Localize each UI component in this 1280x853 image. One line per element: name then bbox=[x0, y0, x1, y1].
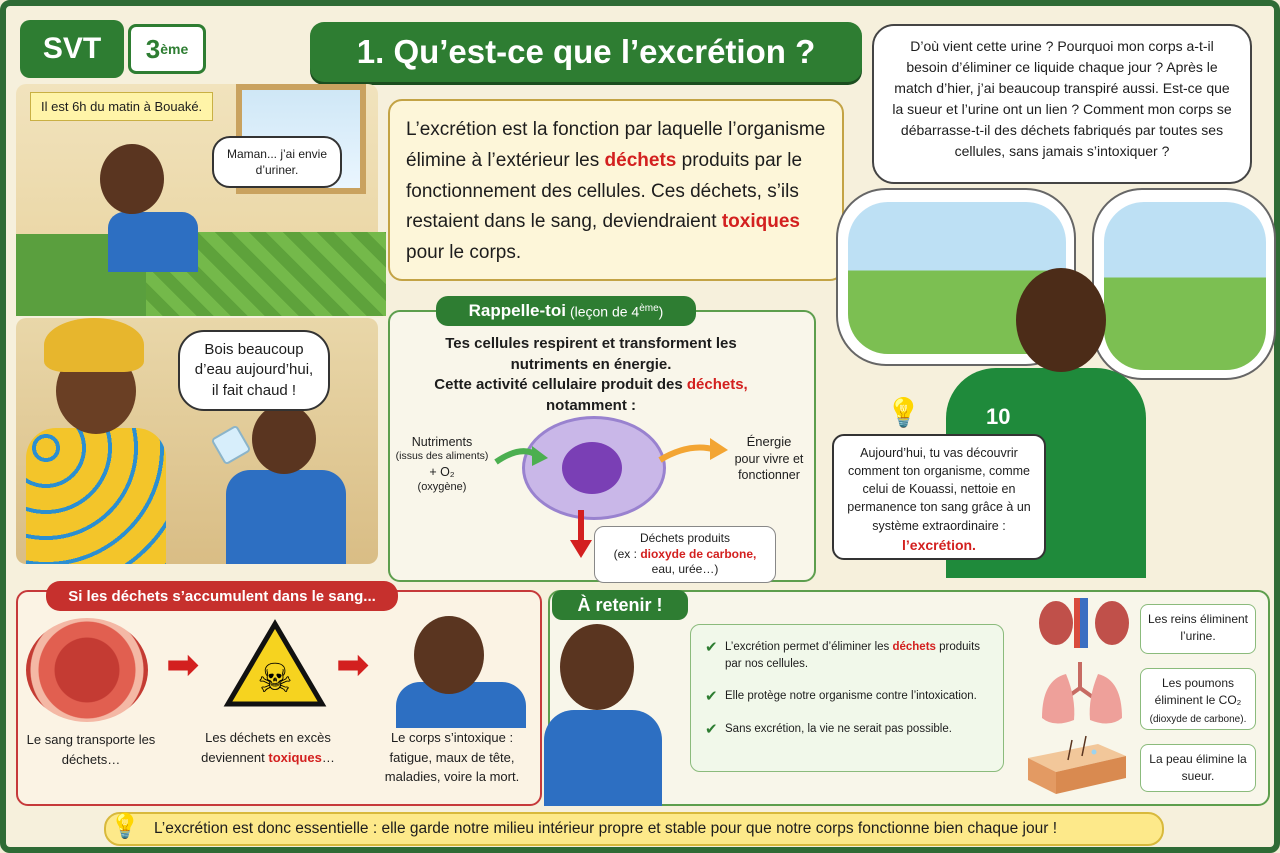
warning-step-2: Les déchets en excès deviennent toxiques… bbox=[201, 730, 335, 765]
headwrap-illustration bbox=[44, 318, 144, 372]
intro-bubble bbox=[832, 434, 1046, 560]
skin-icon bbox=[1028, 734, 1126, 794]
warning-step-3: Le corps s’intoxique : fatigue, maux de tête, maladies, voire la mort. bbox=[384, 730, 520, 784]
svg-text:☠: ☠ bbox=[257, 656, 293, 702]
warning-title: Si les déchets s’accumulent dans le sang... bbox=[46, 581, 398, 611]
mother-dress-illustration bbox=[26, 428, 166, 564]
boy-head-illustration bbox=[252, 404, 316, 474]
lightbulb-icon: 💡 bbox=[886, 397, 921, 428]
arrow-down-icon bbox=[566, 510, 596, 560]
level-number: 3 bbox=[145, 33, 161, 64]
page-title: 1. Qu’est-ce que l’excrétion ? bbox=[310, 22, 862, 82]
subject-badge bbox=[20, 20, 124, 78]
definition-box bbox=[388, 99, 844, 281]
lungs-icon bbox=[1036, 658, 1128, 732]
reminder-line-1: Tes cellules respirent et transforment les nutriments en énergie. bbox=[445, 335, 737, 373]
waste-label: Déchets produits (ex : dioxyde de carbone, eau, urée…) bbox=[594, 526, 776, 583]
conclusion-banner: L’excrétion est donc essentielle : elle garde notre milieu intérieur propre et stable pour que notre corps fonctionne bien chaque jour ! bbox=[104, 812, 1164, 846]
arrow-in-icon bbox=[492, 434, 552, 474]
reminder-title-text: Rappelle-toi bbox=[468, 301, 566, 320]
arrow-right-icon: ➡ bbox=[166, 643, 200, 687]
arrow-out-icon bbox=[656, 434, 730, 470]
reminder-line-2: Cette activité cellulaire produit des déchets, notamment : bbox=[434, 376, 748, 415]
speech-bubble-mother: Bois beaucoup d’eau aujourd’hui, il fait chaud ! bbox=[178, 330, 330, 411]
subject-label: SVT bbox=[42, 32, 102, 65]
arrow-right-icon: ➡ bbox=[336, 643, 370, 687]
lightbulb-icon: 💡 bbox=[110, 813, 140, 840]
question-thought-bubble: D’où vient cette urine ? Pourquoi mon corps a-t-il besoin d’éliminer ce liquide chaque jour ? Après le match d’hier, j’ai beaucoup transpiré aussi. Est-ce que la sueur et l’urine ont un lien ? Comment mon corps se débarrasse-t-il des déchets fabriqués par toutes ses cellules, sans jamais s’intoxiquer ? bbox=[872, 24, 1252, 184]
water-glass-illustration bbox=[211, 425, 252, 466]
sweating-boy-illustration bbox=[1104, 202, 1266, 370]
definition-text: pour le corps. bbox=[406, 242, 522, 264]
time-caption: Il est 6h du matin à Bouaké. bbox=[30, 92, 213, 121]
reminder-subtitle: (leçon de 4ème) bbox=[569, 302, 664, 320]
check-icon: ✔ bbox=[705, 639, 718, 656]
boy-shirt-illustration bbox=[108, 212, 198, 272]
blood-vessel-icon bbox=[26, 618, 148, 722]
summary-item: ✔ Elle protège notre organisme contre l’intoxication. bbox=[705, 688, 993, 705]
kidneys-icon bbox=[1034, 598, 1134, 648]
comic-panel-morning bbox=[16, 84, 378, 316]
pointing-boy-head-illustration bbox=[560, 624, 634, 710]
jersey-number: 10 bbox=[986, 404, 1011, 429]
nutrients-label: Nutriments (issus des aliments) + O₂ (oxygène) bbox=[395, 435, 489, 494]
level-suffix: ème bbox=[160, 41, 189, 57]
sick-boy-head-illustration bbox=[414, 616, 484, 694]
intro-highlight: l’excrétion. bbox=[902, 536, 976, 553]
organ-card-lungs: Les poumons éliminent le CO₂ (dioxyde de carbone). bbox=[1140, 668, 1256, 730]
organ-card-kidneys: Les reins éliminent l’urine. bbox=[1140, 604, 1256, 654]
pointing-boy-body-illustration bbox=[544, 710, 662, 806]
boy-head-illustration bbox=[100, 144, 164, 214]
summary-item: ✔ L’excrétion permet d’éliminer les déchets produits par nos cellules. bbox=[705, 639, 981, 670]
intro-text: Aujourd’hui, tu vas découvrir comment ton organisme, comme celui de Kouassi, nettoie en permanence ton sang grâce à un système extraordinaire : bbox=[847, 446, 1031, 533]
toxic-hazard-icon bbox=[224, 620, 326, 708]
summary-item: ✔ Sans excrétion, la vie ne serait pas possible. bbox=[705, 721, 993, 738]
definition-text: produits par le fonctionnement des cellules. Ces déchets, s’ils restaient dans le sang, deviendraient bbox=[406, 149, 803, 233]
check-icon: ✔ bbox=[705, 688, 718, 706]
cell-nucleus-illustration bbox=[562, 442, 622, 494]
summary-list bbox=[690, 624, 1004, 772]
definition-text: L’excrétion est la fonction par laquelle l’organisme élimine à l’extérieur les bbox=[406, 119, 826, 171]
speech-bubble-boy: Maman... j’ai envie d’uriner. bbox=[212, 136, 342, 188]
reminder-text bbox=[426, 334, 756, 417]
keyword-dechets: déchets bbox=[604, 149, 677, 171]
summary-title: À retenir ! bbox=[552, 590, 688, 620]
keyword-toxiques: toxiques bbox=[721, 211, 800, 233]
energy-label: Énergie pour vivre et fonctionner bbox=[734, 434, 804, 483]
check-icon: ✔ bbox=[705, 721, 718, 739]
comic-panel-mother bbox=[16, 318, 378, 564]
warning-step-1: Le sang transporte les déchets… bbox=[26, 732, 156, 767]
kouassi-head-illustration bbox=[1016, 268, 1106, 372]
level-badge bbox=[128, 24, 206, 74]
organ-card-skin: La peau élimine la sueur. bbox=[1140, 744, 1256, 792]
boy-shirt-illustration bbox=[226, 470, 346, 564]
reminder-title bbox=[436, 296, 696, 326]
